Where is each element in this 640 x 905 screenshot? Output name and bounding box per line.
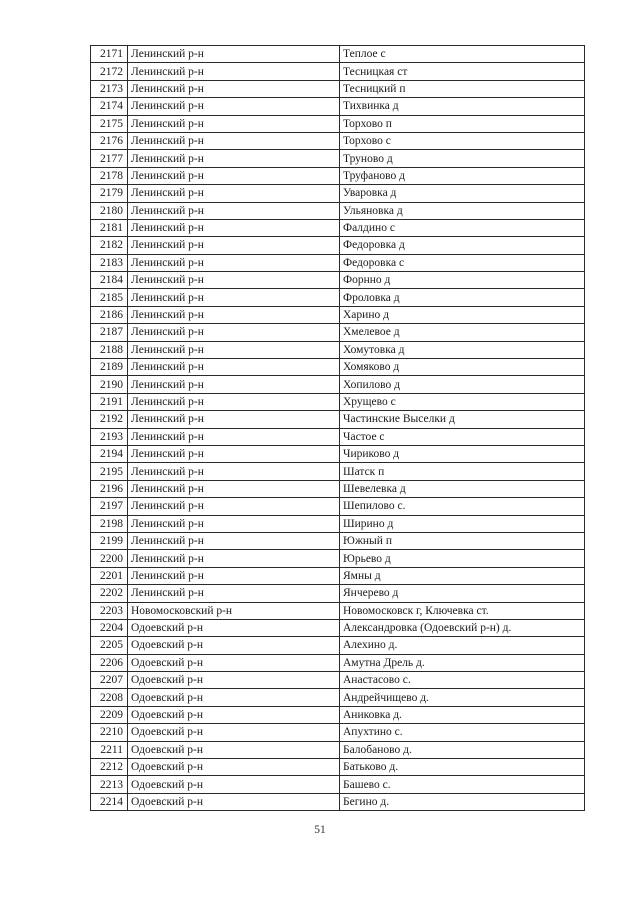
table-row [91,306,585,323]
table-row [91,515,585,532]
row-number-cell: 2209 [91,706,128,723]
table-row [91,793,585,810]
district-cell: Одоевский р-н [128,759,340,776]
locality-cell: Хомяково д [340,359,585,376]
row-number-cell: 2194 [91,445,128,462]
district-cell: Ленинский р-н [128,219,340,236]
district-cell: Ленинский р-н [128,393,340,410]
district-cell: Ленинский р-н [128,567,340,584]
locality-cell: Шевелевка д [340,480,585,497]
district-cell: Ленинский р-н [128,550,340,567]
row-number-cell: 2174 [91,98,128,115]
district-cell: Одоевский р-н [128,724,340,741]
locality-cell: Балобаново д. [340,741,585,758]
row-number-cell: 2173 [91,80,128,97]
table-row [91,672,585,689]
district-cell: Одоевский р-н [128,672,340,689]
district-cell: Ленинский р-н [128,428,340,445]
table-row [91,289,585,306]
district-cell: Ленинский р-н [128,237,340,254]
table-row [91,619,585,636]
locality-cell: Андрейчищево д. [340,689,585,706]
row-number-cell: 2182 [91,237,128,254]
locality-cell: Торхово с [340,132,585,149]
row-number-cell: 2206 [91,654,128,671]
locality-cell: Юрьево д [340,550,585,567]
table-row [91,724,585,741]
district-cell: Ленинский р-н [128,80,340,97]
locality-cell: Южный п [340,532,585,549]
district-cell: Ленинский р-н [128,167,340,184]
row-number-cell: 2188 [91,341,128,358]
row-number-cell: 2205 [91,637,128,654]
table-row [91,550,585,567]
locality-cell: Анастасово с. [340,672,585,689]
locality-cell: Харино д [340,306,585,323]
locality-cell: Частинские Выселки д [340,411,585,428]
table-row [91,445,585,462]
table-row [91,132,585,149]
locality-cell: Новомосковск г, Ключевка ст. [340,602,585,619]
district-cell: Ленинский р-н [128,46,340,63]
district-cell: Ленинский р-н [128,480,340,497]
row-number-cell: 2179 [91,185,128,202]
row-number-cell: 2171 [91,46,128,63]
table-row [91,254,585,271]
locality-cell: Алехино д. [340,637,585,654]
locality-cell: Федоровка с [340,254,585,271]
table-row [91,463,585,480]
row-number-cell: 2189 [91,359,128,376]
district-cell: Ленинский р-н [128,63,340,80]
document-table-container [90,45,584,811]
locality-cell: Чириково д [340,445,585,462]
district-cell: Ленинский р-н [128,532,340,549]
locality-cell: Торхово п [340,115,585,132]
row-number-cell: 2185 [91,289,128,306]
locality-cell: Башево с. [340,776,585,793]
locality-cell: Фалдино с [340,219,585,236]
locality-cell: Шепилово с. [340,498,585,515]
table-row [91,567,585,584]
row-number-cell: 2175 [91,115,128,132]
district-cell: Одоевский р-н [128,689,340,706]
locality-cell: Уваровка д [340,185,585,202]
table-row [91,602,585,619]
locality-cell: Хомутовка д [340,341,585,358]
row-number-cell: 2192 [91,411,128,428]
table-row [91,341,585,358]
district-cell: Одоевский р-н [128,654,340,671]
locality-cell: Апухтино с. [340,724,585,741]
district-cell: Ленинский р-н [128,289,340,306]
table-row [91,741,585,758]
row-number-cell: 2180 [91,202,128,219]
district-cell: Ленинский р-н [128,98,340,115]
row-number-cell: 2181 [91,219,128,236]
district-cell: Ленинский р-н [128,324,340,341]
locality-cell: Александровка (Одоевский р-н) д. [340,619,585,636]
row-number-cell: 2172 [91,63,128,80]
row-number-cell: 2177 [91,150,128,167]
district-cell: Ленинский р-н [128,272,340,289]
table-row [91,80,585,97]
row-number-cell: 2191 [91,393,128,410]
locality-cell: Аниковка д. [340,706,585,723]
table-row [91,115,585,132]
district-cell: Ленинский р-н [128,359,340,376]
row-number-cell: 2204 [91,619,128,636]
settlements-table [90,45,585,811]
locality-cell: Частое с [340,428,585,445]
table-row [91,585,585,602]
table-row [91,98,585,115]
locality-cell: Теплое с [340,46,585,63]
locality-cell: Янчерево д [340,585,585,602]
table-row [91,150,585,167]
district-cell: Ленинский р-н [128,185,340,202]
table-row [91,654,585,671]
table-row [91,202,585,219]
row-number-cell: 2200 [91,550,128,567]
district-cell: Ленинский р-н [128,376,340,393]
row-number-cell: 2207 [91,672,128,689]
table-row [91,637,585,654]
locality-cell: Хмелевое д [340,324,585,341]
table-row [91,63,585,80]
district-cell: Новомосковский р-н [128,602,340,619]
district-cell: Одоевский р-н [128,741,340,758]
locality-cell: Хрущево с [340,393,585,410]
row-number-cell: 2210 [91,724,128,741]
row-number-cell: 2198 [91,515,128,532]
table-row [91,393,585,410]
locality-cell: Форнно д [340,272,585,289]
district-cell: Одоевский р-н [128,619,340,636]
locality-cell: Труново д [340,150,585,167]
row-number-cell: 2183 [91,254,128,271]
district-cell: Одоевский р-н [128,637,340,654]
district-cell: Ленинский р-н [128,585,340,602]
district-cell: Ленинский р-н [128,254,340,271]
table-row [91,324,585,341]
locality-cell: Амутна Дрель д. [340,654,585,671]
locality-cell: Труфаново д [340,167,585,184]
district-cell: Ленинский р-н [128,202,340,219]
locality-cell: Хопилово д [340,376,585,393]
table-row [91,219,585,236]
locality-cell: Бегино д. [340,793,585,810]
table-row [91,776,585,793]
row-number-cell: 2178 [91,167,128,184]
row-number-cell: 2176 [91,132,128,149]
table-row [91,237,585,254]
locality-cell: Фроловка д [340,289,585,306]
row-number-cell: 2197 [91,498,128,515]
district-cell: Одоевский р-н [128,706,340,723]
row-number-cell: 2211 [91,741,128,758]
district-cell: Одоевский р-н [128,776,340,793]
district-cell: Ленинский р-н [128,132,340,149]
row-number-cell: 2214 [91,793,128,810]
locality-cell: Тесницкая ст [340,63,585,80]
locality-cell: Ямны д [340,567,585,584]
table-row [91,185,585,202]
row-number-cell: 2203 [91,602,128,619]
row-number-cell: 2201 [91,567,128,584]
district-cell: Ленинский р-н [128,150,340,167]
district-cell: Ленинский р-н [128,463,340,480]
locality-cell: Шатск п [340,463,585,480]
locality-cell: Федоровка д [340,237,585,254]
row-number-cell: 2193 [91,428,128,445]
row-number-cell: 2196 [91,480,128,497]
row-number-cell: 2186 [91,306,128,323]
table-row [91,411,585,428]
row-number-cell: 2187 [91,324,128,341]
table-row [91,706,585,723]
district-cell: Ленинский р-н [128,115,340,132]
district-cell: Ленинский р-н [128,515,340,532]
table-row [91,272,585,289]
district-cell: Ленинский р-н [128,411,340,428]
locality-cell: Тихвинка д [340,98,585,115]
table-row [91,359,585,376]
locality-cell: Ширино д [340,515,585,532]
table-row [91,46,585,63]
row-number-cell: 2199 [91,532,128,549]
locality-cell: Тесницкий п [340,80,585,97]
table-row [91,759,585,776]
locality-cell: Ульяновка д [340,202,585,219]
table-row [91,689,585,706]
district-cell: Ленинский р-н [128,498,340,515]
table-row [91,167,585,184]
row-number-cell: 2202 [91,585,128,602]
row-number-cell: 2184 [91,272,128,289]
table-row [91,480,585,497]
page-number: 51 [314,824,326,836]
table-row [91,376,585,393]
district-cell: Ленинский р-н [128,445,340,462]
locality-cell: Батьково д. [340,759,585,776]
settlements-table-body [91,46,585,811]
district-cell: Ленинский р-н [128,341,340,358]
district-cell: Ленинский р-н [128,306,340,323]
table-row [91,428,585,445]
row-number-cell: 2195 [91,463,128,480]
district-cell: Одоевский р-н [128,793,340,810]
table-row [91,498,585,515]
row-number-cell: 2213 [91,776,128,793]
row-number-cell: 2208 [91,689,128,706]
row-number-cell: 2212 [91,759,128,776]
table-row [91,532,585,549]
row-number-cell: 2190 [91,376,128,393]
